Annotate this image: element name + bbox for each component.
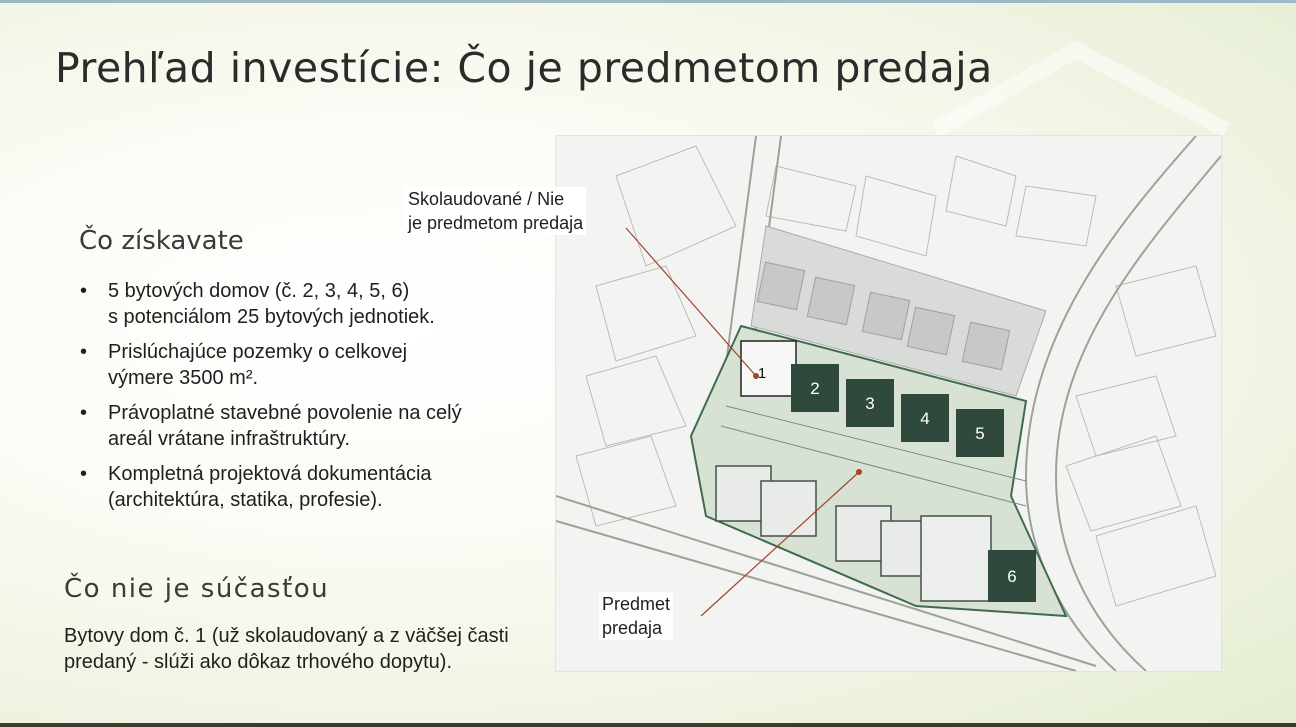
bullet-text-line: • 5 bytových domov (č. 2, 3, 4, 5, 6) <box>108 280 410 302</box>
not-included-text: Bytovy dom č. 1 (už skolaudovaný a z väčšej časti predaný - slúži ako dôkaz trhového dopytu). <box>64 625 509 673</box>
building-label: 5 <box>975 424 985 443</box>
bottom-border <box>0 723 1296 727</box>
callout-text-line: Skolaudované / Nie <box>408 189 565 209</box>
building-label: 4 <box>920 409 930 428</box>
site-plan-drawing <box>556 136 1221 671</box>
callout-text-line: Predmet <box>602 594 671 614</box>
bullet-item <box>80 461 520 513</box>
bullet-text-line: • Právoplatné stavebné povolenie na celý <box>108 402 462 424</box>
not-included-heading: Čo nie je súčasťou <box>64 574 330 604</box>
bullet-text-line: s potenciálom 25 bytových jednotiek. <box>108 306 435 328</box>
bullet-text-line: výmere 3500 m². <box>108 367 259 389</box>
building-label: 2 <box>810 379 820 398</box>
building-label: 1 <box>757 365 767 382</box>
top-border <box>0 0 1296 3</box>
bullet-text-line: • Kompletná projektová dokumentácia <box>108 463 432 485</box>
building-label: 6 <box>1007 567 1017 586</box>
building-label: 3 <box>865 394 875 413</box>
bullet-item <box>80 400 520 452</box>
bullet-text-line: areál vrátane infraštruktúry. <box>108 428 350 450</box>
page-title: Prehľad investície: Čo je predmetom predaja <box>55 44 993 92</box>
callout-text-line: je predmetom predaja <box>408 213 584 233</box>
callout-text-line: predaja <box>602 618 663 638</box>
callout-line-top <box>626 228 756 376</box>
bullet-text-line: • Prislúchajúce pozemky o celkovej <box>108 341 408 363</box>
callout-completed <box>405 187 586 235</box>
bullet-item <box>80 339 520 391</box>
gain-bullet-list <box>80 278 520 522</box>
bullet-item <box>80 278 520 330</box>
gain-heading: Čo získavate <box>79 226 244 256</box>
bullet-text-line: (architektúra, statika, profesie). <box>108 489 383 511</box>
callout-subject-of-sale <box>599 592 673 640</box>
